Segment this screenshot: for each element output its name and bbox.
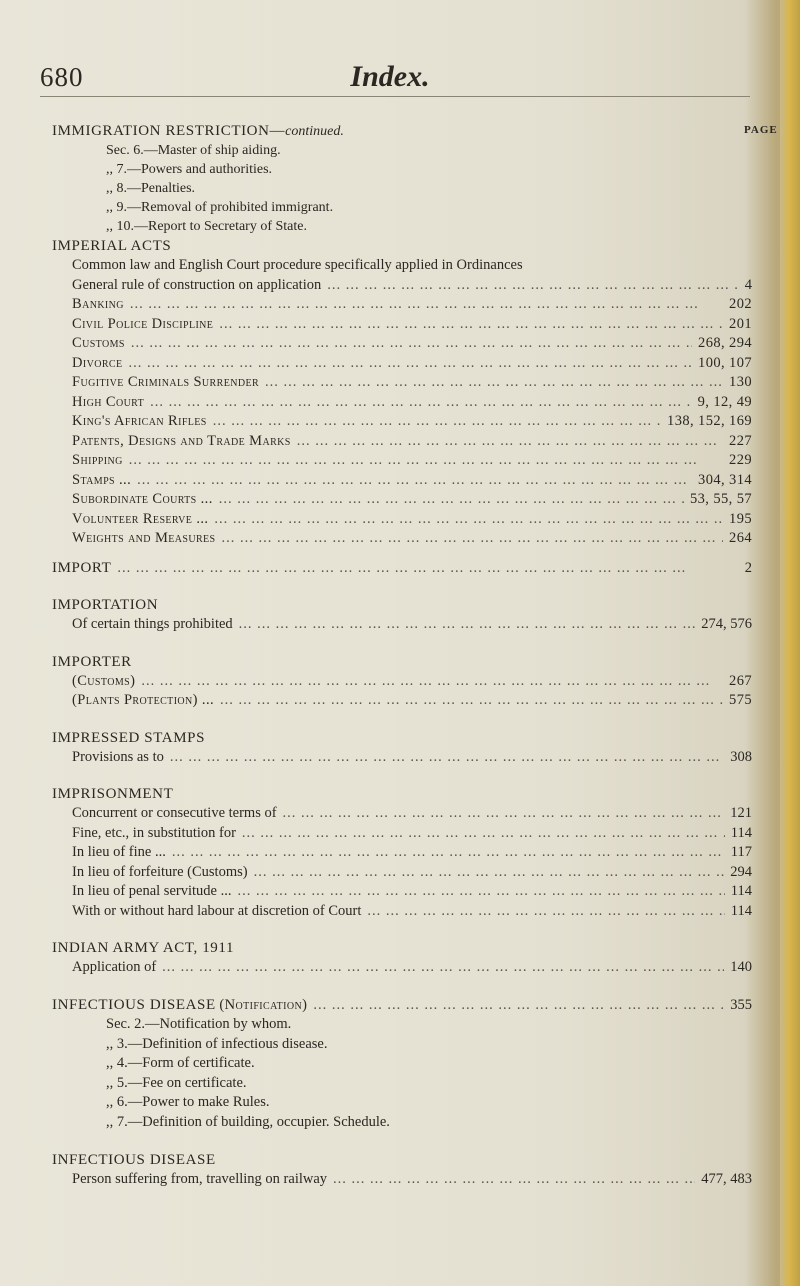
index-line: Concurrent or consecutive terms of ... . 121 <box>52 804 752 824</box>
index-line: General rule of construction on application ... . 4 <box>52 276 752 296</box>
subentry: ,, 10.—Report to Secretary of State. <box>106 219 308 234</box>
index-line: Provisions as to ... . 308 <box>52 748 752 768</box>
subentry: Sec. 2.—Notification by whom. <box>106 1016 292 1032</box>
entry-heading-imperial-acts: IMPERIAL ACTS <box>52 238 172 254</box>
entry-heading-importation: IMPORTATION <box>52 597 159 613</box>
subentry: ,, 6.—Power to make Rules. <box>106 1094 270 1111</box>
index-line: Divorce ... . 100, 107 <box>52 354 752 374</box>
page-header <box>40 52 740 92</box>
subentry: ,, 8.—Penalties. <box>106 181 196 196</box>
index-line: In lieu of forfeiture (Customs) ... . 294 <box>52 863 752 883</box>
entry-heading-imprisonment: IMPRISONMENT <box>52 786 174 802</box>
index-line: High Court ... . 9, 12, 49 <box>52 393 752 413</box>
index-line: Stamps ... ... . 304, 314 <box>52 471 752 491</box>
index-line: With or without hard labour at discretion of Court ... . 114 <box>52 902 752 922</box>
page-number: 680 <box>40 62 84 92</box>
index-line: Person suffering from, travelling on railway ... . 477, 483 <box>52 1170 752 1190</box>
header-rule <box>40 96 750 97</box>
index-line: Civil Police Discipline ... . 201 <box>52 315 752 335</box>
index-line: (Plants Protection) ... ... . 575 <box>52 691 752 711</box>
running-head: Index. <box>350 60 430 93</box>
subentry: ,, 7.—Definition of building, occupier. Schedule. <box>106 1113 390 1130</box>
page-edge <box>780 0 800 1286</box>
entry-heading-importer: IMPORTER <box>52 653 132 670</box>
index-line: Fugitive Criminals Surrender ... . 130 <box>52 373 752 393</box>
subentry: ,, 4.—Form of certificate. <box>106 1055 255 1072</box>
index-line: Of certain things prohibited ... . 274, 576 <box>52 615 752 635</box>
index-line: Volunteer Reserve ... ... . 195 <box>52 510 752 530</box>
index-line: In lieu of fine ... ... . 117 <box>52 843 752 863</box>
subentry: ,, 7.—Powers and authorities. <box>106 162 273 177</box>
index-line: Fine, etc., in substitution for ... . 114 <box>52 824 752 844</box>
index-line: King's African Rifles ... . 138, 152, 169 <box>52 412 752 432</box>
subentry: ,, 9.—Removal of prohibited immigrant. <box>106 200 334 215</box>
subentry: Sec. 6.—Master of ship aiding. <box>106 143 281 158</box>
subentry: ,, 5.—Fee on certificate. <box>106 1074 247 1091</box>
index-line: Weights and Measures ... . 264 <box>52 529 752 549</box>
entry-heading-infectious-disease: INFECTIOUS DISEASE <box>52 1151 216 1168</box>
subentry: ,, 3.—Definition of infectious disease. <box>106 1035 328 1052</box>
index-line: Banking ... . 202 <box>52 295 752 315</box>
index-content <box>52 122 752 1189</box>
page-column-label: PAGE <box>744 124 778 136</box>
entry-heading-impressed-stamps: IMPRESSED STAMPS <box>52 729 206 746</box>
index-line: Patents, Designs and Trade Marks ... . 227 <box>52 432 752 452</box>
index-line: Common law and English Court procedure specifically applied in Ordinances <box>72 257 523 273</box>
entry-heading-import: IMPORT ... . 2 <box>52 559 752 579</box>
entry-heading-infectious-notification: INFECTIOUS DISEASE (Notification) ... . 355 <box>52 996 752 1016</box>
index-line: Customs ... . 268, 294 <box>52 334 752 354</box>
index-line: In lieu of penal servitude ... ... . 114 <box>52 882 752 902</box>
index-line: Application of ... . 140 <box>52 958 752 978</box>
entry-heading-indian-army-act: INDIAN ARMY ACT, 1911 <box>52 940 235 956</box>
index-line: Subordinate Courts ... ... . 53, 55, 57 <box>52 490 752 510</box>
index-line: Shipping ... . 229 <box>52 451 752 471</box>
index-line: (Customs) ... . 267 <box>52 672 752 692</box>
entry-heading-immigration: IMMIGRATION RESTRICTION—continued. <box>52 123 344 139</box>
